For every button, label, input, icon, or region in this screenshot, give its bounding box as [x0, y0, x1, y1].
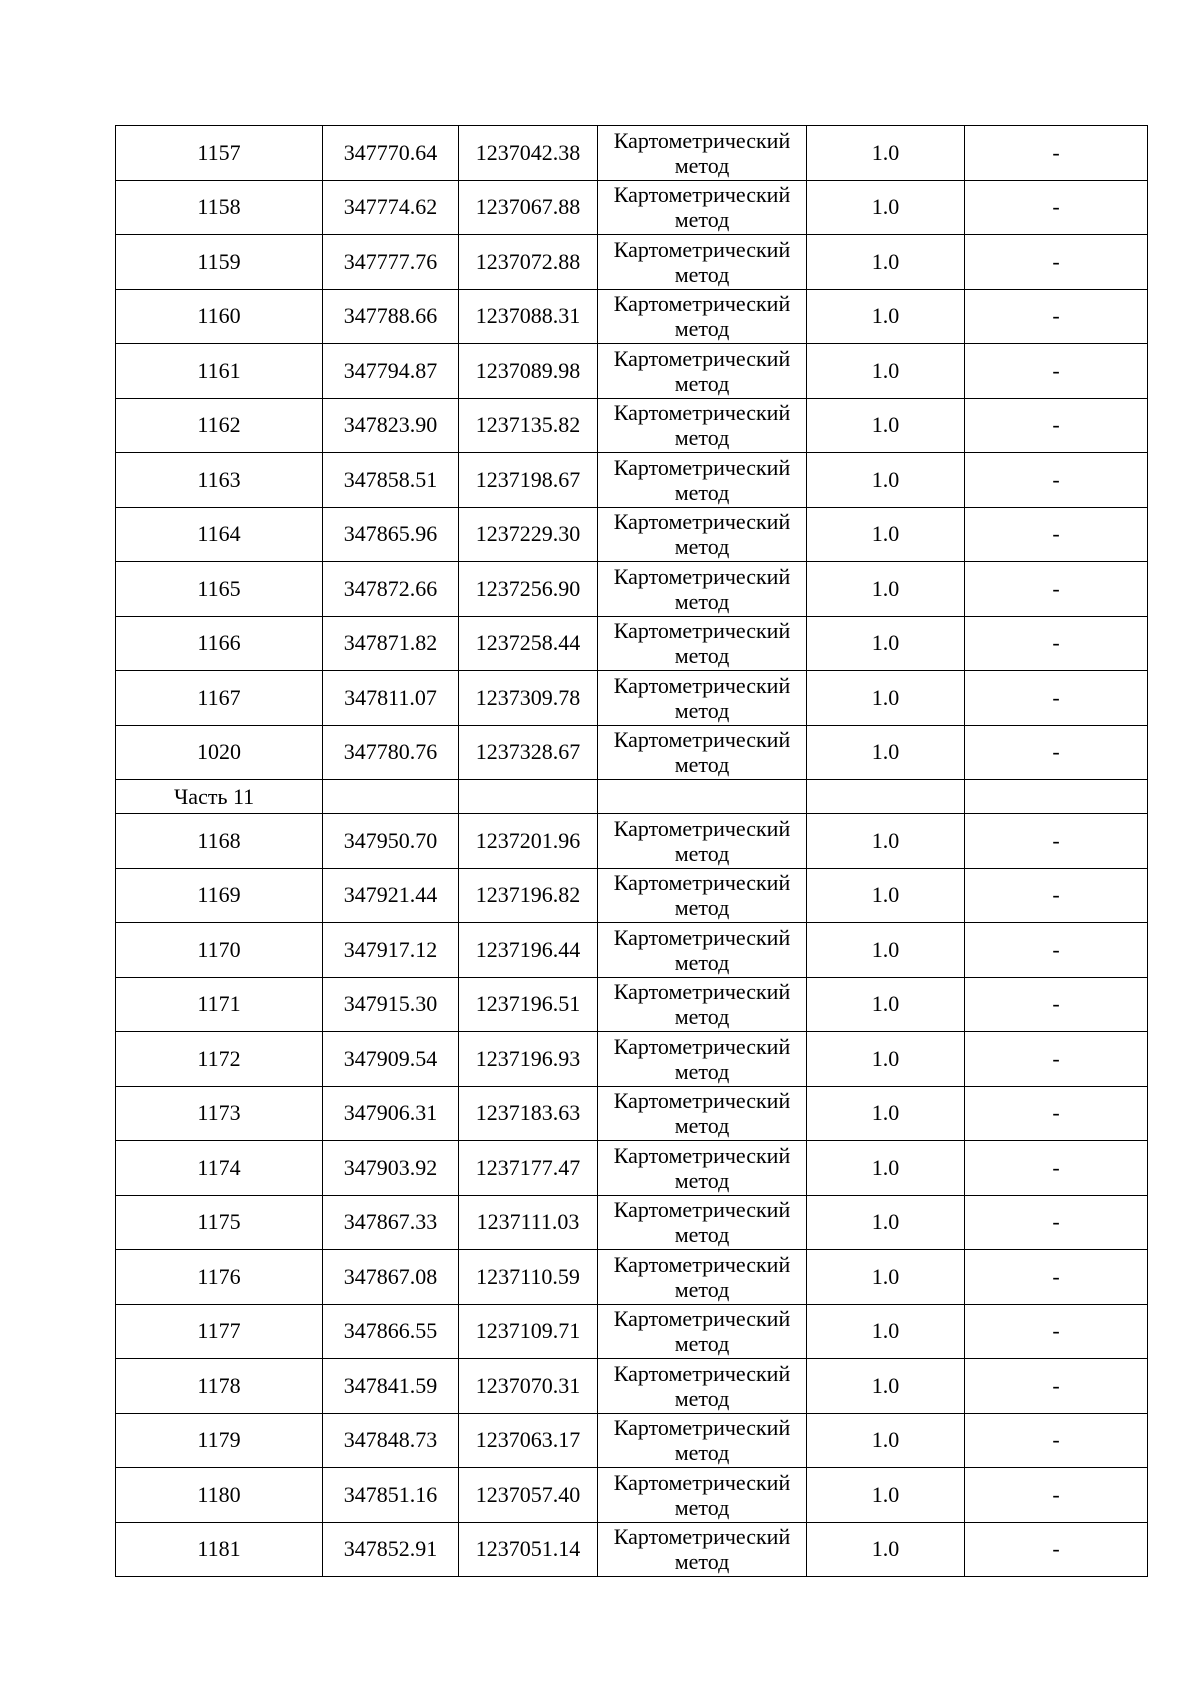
- note-cell: -: [965, 1522, 1148, 1577]
- method-cell: [598, 344, 807, 399]
- table-row: [116, 180, 1148, 235]
- method-line-2: метод: [674, 1385, 730, 1411]
- y-coordinate-cell: 1237089.98: [459, 344, 598, 399]
- method-line-2: метод: [674, 1058, 730, 1084]
- method-line-2: метод: [674, 316, 730, 342]
- y-coordinate-cell: 1237135.82: [459, 398, 598, 453]
- method-cell: [598, 1413, 807, 1468]
- accuracy-cell: 1.0: [807, 126, 965, 181]
- accuracy-cell: 1.0: [807, 453, 965, 508]
- table-row: [116, 1468, 1148, 1523]
- point-number-cell: 1167: [116, 671, 323, 726]
- method-line-2: метод: [674, 207, 730, 233]
- table-row: [116, 814, 1148, 869]
- table-row: [116, 671, 1148, 726]
- method-line-2: метод: [674, 1222, 730, 1248]
- y-coordinate-cell: 1237196.44: [459, 923, 598, 978]
- method-line-1: Картометрический: [613, 1088, 791, 1114]
- method-line-1: Картометрический: [613, 870, 791, 896]
- note-cell: -: [965, 671, 1148, 726]
- y-coordinate-cell: 1237183.63: [459, 1086, 598, 1141]
- y-coordinate-cell: 1237111.03: [459, 1195, 598, 1250]
- method-line-2: метод: [674, 1494, 730, 1520]
- x-coordinate-cell: 347906.31: [323, 1086, 459, 1141]
- x-coordinate-cell: 347811.07: [323, 671, 459, 726]
- note-cell: -: [965, 1250, 1148, 1305]
- note-cell: -: [965, 1195, 1148, 1250]
- table-row: [116, 616, 1148, 671]
- x-coordinate-cell: 347852.91: [323, 1522, 459, 1577]
- x-coordinate-cell: 347770.64: [323, 126, 459, 181]
- note-cell: -: [965, 616, 1148, 671]
- accuracy-cell: 1.0: [807, 923, 965, 978]
- note-cell: -: [965, 1304, 1148, 1359]
- method-line-1: Картометрический: [613, 1469, 791, 1495]
- method-line-1: Картометрический: [613, 727, 791, 753]
- note-cell: -: [965, 1413, 1148, 1468]
- method-line-1: Картометрический: [613, 1360, 791, 1386]
- accuracy-cell: 1.0: [807, 344, 965, 399]
- x-coordinate-cell: 347848.73: [323, 1413, 459, 1468]
- y-coordinate-cell: 1237198.67: [459, 453, 598, 508]
- table-row: [116, 1250, 1148, 1305]
- table-row: [116, 507, 1148, 562]
- method-line-2: метод: [674, 534, 730, 560]
- table-row: [116, 1141, 1148, 1196]
- point-number-cell: 1179: [116, 1413, 323, 1468]
- method-line-1: Картометрический: [613, 1306, 791, 1332]
- method-line-1: Картометрический: [613, 1142, 791, 1168]
- method-line-2: метод: [674, 370, 730, 396]
- point-number-cell: 1168: [116, 814, 323, 869]
- table-row: [116, 868, 1148, 923]
- method-line-2: метод: [674, 1113, 730, 1139]
- method-line-2: метод: [674, 1004, 730, 1030]
- point-number-cell: 1158: [116, 180, 323, 235]
- note-cell: -: [965, 453, 1148, 508]
- method-cell: [598, 923, 807, 978]
- method-cell: [598, 1468, 807, 1523]
- point-number-cell: 1176: [116, 1250, 323, 1305]
- method-line-1: Картометрический: [613, 454, 791, 480]
- note-cell: -: [965, 398, 1148, 453]
- accuracy-cell: 1.0: [807, 725, 965, 780]
- method-line-1: Картометрический: [613, 672, 791, 698]
- y-coordinate-cell: 1237088.31: [459, 289, 598, 344]
- table-row: [116, 977, 1148, 1032]
- note-cell: -: [965, 1468, 1148, 1523]
- method-line-2: метод: [674, 425, 730, 451]
- method-cell: [598, 1141, 807, 1196]
- note-cell: -: [965, 1141, 1148, 1196]
- empty-cell: [323, 780, 459, 814]
- accuracy-cell: 1.0: [807, 1250, 965, 1305]
- x-coordinate-cell: 347851.16: [323, 1468, 459, 1523]
- method-cell: [598, 616, 807, 671]
- y-coordinate-cell: 1237042.38: [459, 126, 598, 181]
- accuracy-cell: 1.0: [807, 1032, 965, 1087]
- accuracy-cell: 1.0: [807, 180, 965, 235]
- x-coordinate-cell: 347909.54: [323, 1032, 459, 1087]
- method-line-2: метод: [674, 588, 730, 614]
- method-cell: [598, 453, 807, 508]
- y-coordinate-cell: 1237309.78: [459, 671, 598, 726]
- method-cell: [598, 1359, 807, 1414]
- note-cell: -: [965, 180, 1148, 235]
- method-line-2: метод: [674, 1331, 730, 1357]
- accuracy-cell: 1.0: [807, 289, 965, 344]
- y-coordinate-cell: 1237051.14: [459, 1522, 598, 1577]
- x-coordinate-cell: 347915.30: [323, 977, 459, 1032]
- method-cell: [598, 1086, 807, 1141]
- table-row: [116, 923, 1148, 978]
- table-row: [116, 344, 1148, 399]
- point-number-cell: 1163: [116, 453, 323, 508]
- table-row: [116, 1195, 1148, 1250]
- accuracy-cell: 1.0: [807, 1468, 965, 1523]
- method-cell: [598, 289, 807, 344]
- section-label: Часть 11: [116, 780, 323, 814]
- method-line-1: Картометрический: [613, 509, 791, 535]
- point-number-cell: 1177: [116, 1304, 323, 1359]
- y-coordinate-cell: 1237201.96: [459, 814, 598, 869]
- method-line-2: метод: [674, 752, 730, 778]
- method-cell: [598, 671, 807, 726]
- point-number-cell: 1166: [116, 616, 323, 671]
- method-cell: [598, 507, 807, 562]
- table-row: [116, 725, 1148, 780]
- point-number-cell: 1159: [116, 235, 323, 290]
- table-row: [116, 1032, 1148, 1087]
- accuracy-cell: 1.0: [807, 1195, 965, 1250]
- x-coordinate-cell: 347774.62: [323, 180, 459, 235]
- y-coordinate-cell: 1237067.88: [459, 180, 598, 235]
- table-row: [116, 1304, 1148, 1359]
- point-number-cell: 1162: [116, 398, 323, 453]
- table-row: [116, 1522, 1148, 1577]
- y-coordinate-cell: 1237196.82: [459, 868, 598, 923]
- x-coordinate-cell: 347872.66: [323, 562, 459, 617]
- method-cell: [598, 725, 807, 780]
- accuracy-cell: 1.0: [807, 235, 965, 290]
- accuracy-cell: 1.0: [807, 398, 965, 453]
- point-number-cell: 1170: [116, 923, 323, 978]
- method-cell: [598, 1304, 807, 1359]
- method-line-1: Картометрический: [613, 979, 791, 1005]
- method-cell: [598, 180, 807, 235]
- method-line-1: Картометрический: [613, 1251, 791, 1277]
- method-cell: [598, 868, 807, 923]
- y-coordinate-cell: 1237229.30: [459, 507, 598, 562]
- note-cell: -: [965, 289, 1148, 344]
- method-line-2: метод: [674, 840, 730, 866]
- point-number-cell: 1020: [116, 725, 323, 780]
- method-line-2: метод: [674, 261, 730, 287]
- accuracy-cell: 1.0: [807, 671, 965, 726]
- table-row: [116, 1413, 1148, 1468]
- method-cell: [598, 562, 807, 617]
- note-cell: -: [965, 235, 1148, 290]
- method-line-2: метод: [674, 643, 730, 669]
- note-cell: -: [965, 126, 1148, 181]
- x-coordinate-cell: 347867.08: [323, 1250, 459, 1305]
- table-row: [116, 1086, 1148, 1141]
- x-coordinate-cell: 347950.70: [323, 814, 459, 869]
- method-line-1: Картометрический: [613, 618, 791, 644]
- table-row: [116, 289, 1148, 344]
- method-line-2: метод: [674, 895, 730, 921]
- method-line-1: Картометрический: [613, 1415, 791, 1441]
- point-number-cell: 1173: [116, 1086, 323, 1141]
- method-line-1: Картометрический: [613, 1197, 791, 1223]
- note-cell: -: [965, 1032, 1148, 1087]
- accuracy-cell: 1.0: [807, 1141, 965, 1196]
- x-coordinate-cell: 347777.76: [323, 235, 459, 290]
- y-coordinate-cell: 1237258.44: [459, 616, 598, 671]
- x-coordinate-cell: 347794.87: [323, 344, 459, 399]
- note-cell: -: [965, 977, 1148, 1032]
- accuracy-cell: 1.0: [807, 616, 965, 671]
- method-cell: [598, 977, 807, 1032]
- method-cell: [598, 814, 807, 869]
- note-cell: -: [965, 344, 1148, 399]
- table-row: [116, 1359, 1148, 1414]
- note-cell: -: [965, 1086, 1148, 1141]
- method-line-2: метод: [674, 479, 730, 505]
- method-line-2: метод: [674, 1549, 730, 1575]
- method-cell: [598, 1250, 807, 1305]
- method-line-1: Картометрический: [613, 400, 791, 426]
- point-number-cell: 1174: [116, 1141, 323, 1196]
- x-coordinate-cell: 347865.96: [323, 507, 459, 562]
- method-line-2: метод: [674, 949, 730, 975]
- point-number-cell: 1164: [116, 507, 323, 562]
- point-number-cell: 1172: [116, 1032, 323, 1087]
- note-cell: -: [965, 868, 1148, 923]
- y-coordinate-cell: 1237328.67: [459, 725, 598, 780]
- x-coordinate-cell: 347780.76: [323, 725, 459, 780]
- x-coordinate-cell: 347871.82: [323, 616, 459, 671]
- point-number-cell: 1160: [116, 289, 323, 344]
- note-cell: -: [965, 507, 1148, 562]
- point-number-cell: 1161: [116, 344, 323, 399]
- method-line-1: Картометрический: [613, 291, 791, 317]
- x-coordinate-cell: 347903.92: [323, 1141, 459, 1196]
- y-coordinate-cell: 1237072.88: [459, 235, 598, 290]
- empty-cell: [598, 780, 807, 814]
- method-line-2: метод: [674, 1440, 730, 1466]
- method-line-1: Картометрический: [613, 127, 791, 153]
- empty-cell: [965, 780, 1148, 814]
- point-number-cell: 1157: [116, 126, 323, 181]
- table-row: [116, 235, 1148, 290]
- method-line-2: метод: [674, 697, 730, 723]
- note-cell: -: [965, 1359, 1148, 1414]
- table-row: [116, 398, 1148, 453]
- method-line-1: Картометрический: [613, 1033, 791, 1059]
- method-cell: [598, 398, 807, 453]
- accuracy-cell: 1.0: [807, 562, 965, 617]
- y-coordinate-cell: 1237063.17: [459, 1413, 598, 1468]
- coordinates-table: [115, 125, 1148, 1577]
- accuracy-cell: 1.0: [807, 1304, 965, 1359]
- y-coordinate-cell: 1237110.59: [459, 1250, 598, 1305]
- method-line-1: Картометрический: [613, 1524, 791, 1550]
- y-coordinate-cell: 1237256.90: [459, 562, 598, 617]
- point-number-cell: 1178: [116, 1359, 323, 1414]
- table-row: [116, 453, 1148, 508]
- method-line-2: метод: [674, 1167, 730, 1193]
- accuracy-cell: 1.0: [807, 814, 965, 869]
- x-coordinate-cell: 347867.33: [323, 1195, 459, 1250]
- x-coordinate-cell: 347788.66: [323, 289, 459, 344]
- point-number-cell: 1165: [116, 562, 323, 617]
- accuracy-cell: 1.0: [807, 1359, 965, 1414]
- y-coordinate-cell: 1237196.51: [459, 977, 598, 1032]
- y-coordinate-cell: 1237070.31: [459, 1359, 598, 1414]
- y-coordinate-cell: 1237177.47: [459, 1141, 598, 1196]
- x-coordinate-cell: 347921.44: [323, 868, 459, 923]
- empty-cell: [807, 780, 965, 814]
- table-row: [116, 562, 1148, 617]
- x-coordinate-cell: 347841.59: [323, 1359, 459, 1414]
- accuracy-cell: 1.0: [807, 507, 965, 562]
- method-line-1: Картометрический: [613, 815, 791, 841]
- method-cell: [598, 235, 807, 290]
- y-coordinate-cell: 1237057.40: [459, 1468, 598, 1523]
- method-line-1: Картометрический: [613, 924, 791, 950]
- note-cell: -: [965, 725, 1148, 780]
- section-row: [116, 780, 1148, 814]
- x-coordinate-cell: 347858.51: [323, 453, 459, 508]
- method-cell: [598, 1522, 807, 1577]
- x-coordinate-cell: 347917.12: [323, 923, 459, 978]
- method-line-2: метод: [674, 1276, 730, 1302]
- point-number-cell: 1180: [116, 1468, 323, 1523]
- method-line-2: метод: [674, 152, 730, 178]
- method-cell: [598, 1195, 807, 1250]
- empty-cell: [459, 780, 598, 814]
- point-number-cell: 1169: [116, 868, 323, 923]
- table-row: [116, 126, 1148, 181]
- x-coordinate-cell: 347823.90: [323, 398, 459, 453]
- accuracy-cell: 1.0: [807, 1522, 965, 1577]
- accuracy-cell: 1.0: [807, 868, 965, 923]
- point-number-cell: 1171: [116, 977, 323, 1032]
- method-line-1: Картометрический: [613, 182, 791, 208]
- note-cell: -: [965, 923, 1148, 978]
- note-cell: -: [965, 562, 1148, 617]
- coordinates-table-body: [116, 126, 1148, 1577]
- method-line-1: Картометрический: [613, 345, 791, 371]
- note-cell: -: [965, 814, 1148, 869]
- point-number-cell: 1181: [116, 1522, 323, 1577]
- method-cell: [598, 126, 807, 181]
- x-coordinate-cell: 347866.55: [323, 1304, 459, 1359]
- method-cell: [598, 1032, 807, 1087]
- accuracy-cell: 1.0: [807, 1413, 965, 1468]
- point-number-cell: 1175: [116, 1195, 323, 1250]
- accuracy-cell: 1.0: [807, 977, 965, 1032]
- method-line-1: Картометрический: [613, 563, 791, 589]
- y-coordinate-cell: 1237109.71: [459, 1304, 598, 1359]
- method-line-1: Картометрический: [613, 236, 791, 262]
- accuracy-cell: 1.0: [807, 1086, 965, 1141]
- y-coordinate-cell: 1237196.93: [459, 1032, 598, 1087]
